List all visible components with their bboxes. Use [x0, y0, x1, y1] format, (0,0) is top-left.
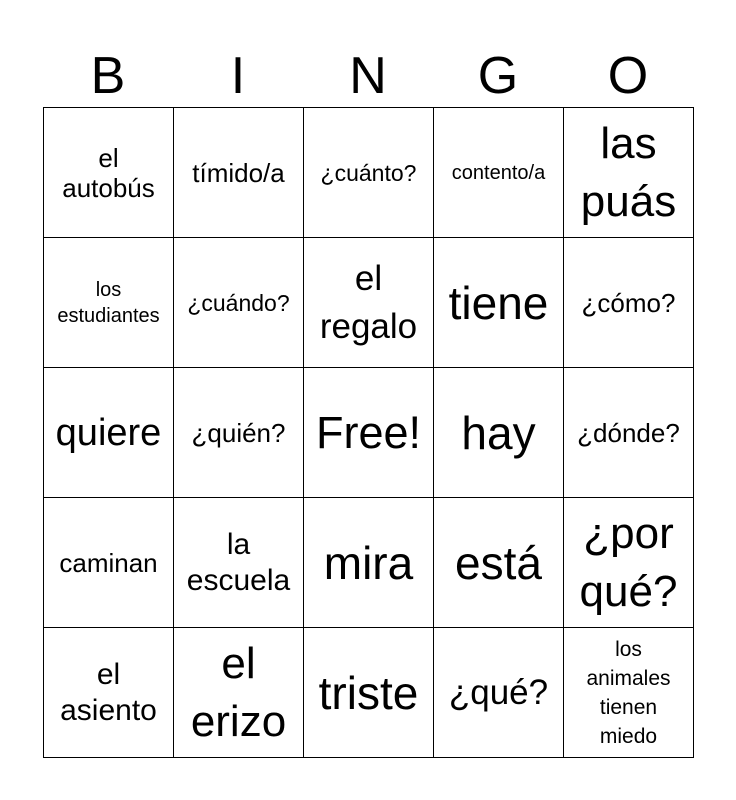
bingo-cell[interactable]: [564, 238, 694, 368]
cell-text: contento/a: [451, 161, 546, 184]
cell-text: las puás: [580, 118, 677, 226]
cell-text: los animales tienen miedo: [586, 637, 671, 748]
bingo-cell[interactable]: [174, 498, 304, 628]
cell-text: el autobús: [62, 142, 155, 203]
header-letter-n: N: [349, 47, 387, 105]
cell-text: el erizo: [190, 638, 287, 746]
bingo-cell[interactable]: [304, 498, 434, 628]
cell-text: el regalo: [319, 258, 418, 346]
bingo-cell[interactable]: [44, 108, 174, 238]
cell-text: ¿por qué?: [579, 508, 678, 616]
bingo-cell free-space[interactable]: [304, 368, 434, 498]
bingo-cell[interactable]: [434, 238, 564, 368]
cell-text: ¿dónde?: [577, 417, 680, 448]
cell-text: ¿cuándo?: [187, 289, 290, 316]
header-letter-i: I: [230, 47, 246, 105]
cell-text: tímido/a: [192, 157, 285, 188]
cell-text: los estudiantes: [57, 278, 160, 327]
bingo-header: [43, 44, 693, 108]
bingo-cell[interactable]: [44, 368, 174, 498]
free-space-label: Free!: [315, 406, 422, 458]
cell-text: mira: [323, 536, 414, 589]
cell-text: hay: [461, 406, 536, 459]
bingo-cell[interactable]: [434, 108, 564, 238]
header-letter-b: B: [90, 47, 126, 105]
cell-text: la escuela: [186, 527, 291, 597]
bingo-cell[interactable]: [564, 108, 694, 238]
bingo-cell[interactable]: [304, 628, 434, 758]
cell-text: caminan: [59, 547, 158, 578]
bingo-cell[interactable]: [174, 368, 304, 498]
cell-text: está: [455, 536, 542, 589]
bingo-cell[interactable]: [434, 498, 564, 628]
cell-text: ¿cuánto?: [320, 159, 417, 186]
bingo-cell[interactable]: [174, 238, 304, 368]
bingo-cell[interactable]: [304, 108, 434, 238]
cell-text: el asiento: [60, 657, 157, 727]
bingo-cell[interactable]: [564, 368, 694, 498]
bingo-cell[interactable]: [304, 238, 434, 368]
bingo-cell[interactable]: [564, 628, 694, 758]
cell-text: ¿cómo?: [581, 287, 676, 318]
bingo-cell[interactable]: [434, 628, 564, 758]
header-letter-o: O: [607, 47, 649, 105]
bingo-cell[interactable]: [174, 108, 304, 238]
header-letter-g: G: [477, 47, 519, 105]
bingo-cell[interactable]: [44, 628, 174, 758]
bingo-cell[interactable]: [44, 238, 174, 368]
cell-text: tiene: [448, 276, 549, 329]
cell-text: quiere: [55, 411, 162, 454]
bingo-cell[interactable]: [434, 368, 564, 498]
bingo-board: [43, 107, 694, 758]
cell-text: triste: [318, 666, 419, 719]
cell-text: ¿qué?: [448, 672, 549, 712]
bingo-cell[interactable]: [564, 498, 694, 628]
cell-text: ¿quién?: [191, 417, 286, 448]
bingo-cell[interactable]: [174, 628, 304, 758]
bingo-cell[interactable]: [44, 498, 174, 628]
